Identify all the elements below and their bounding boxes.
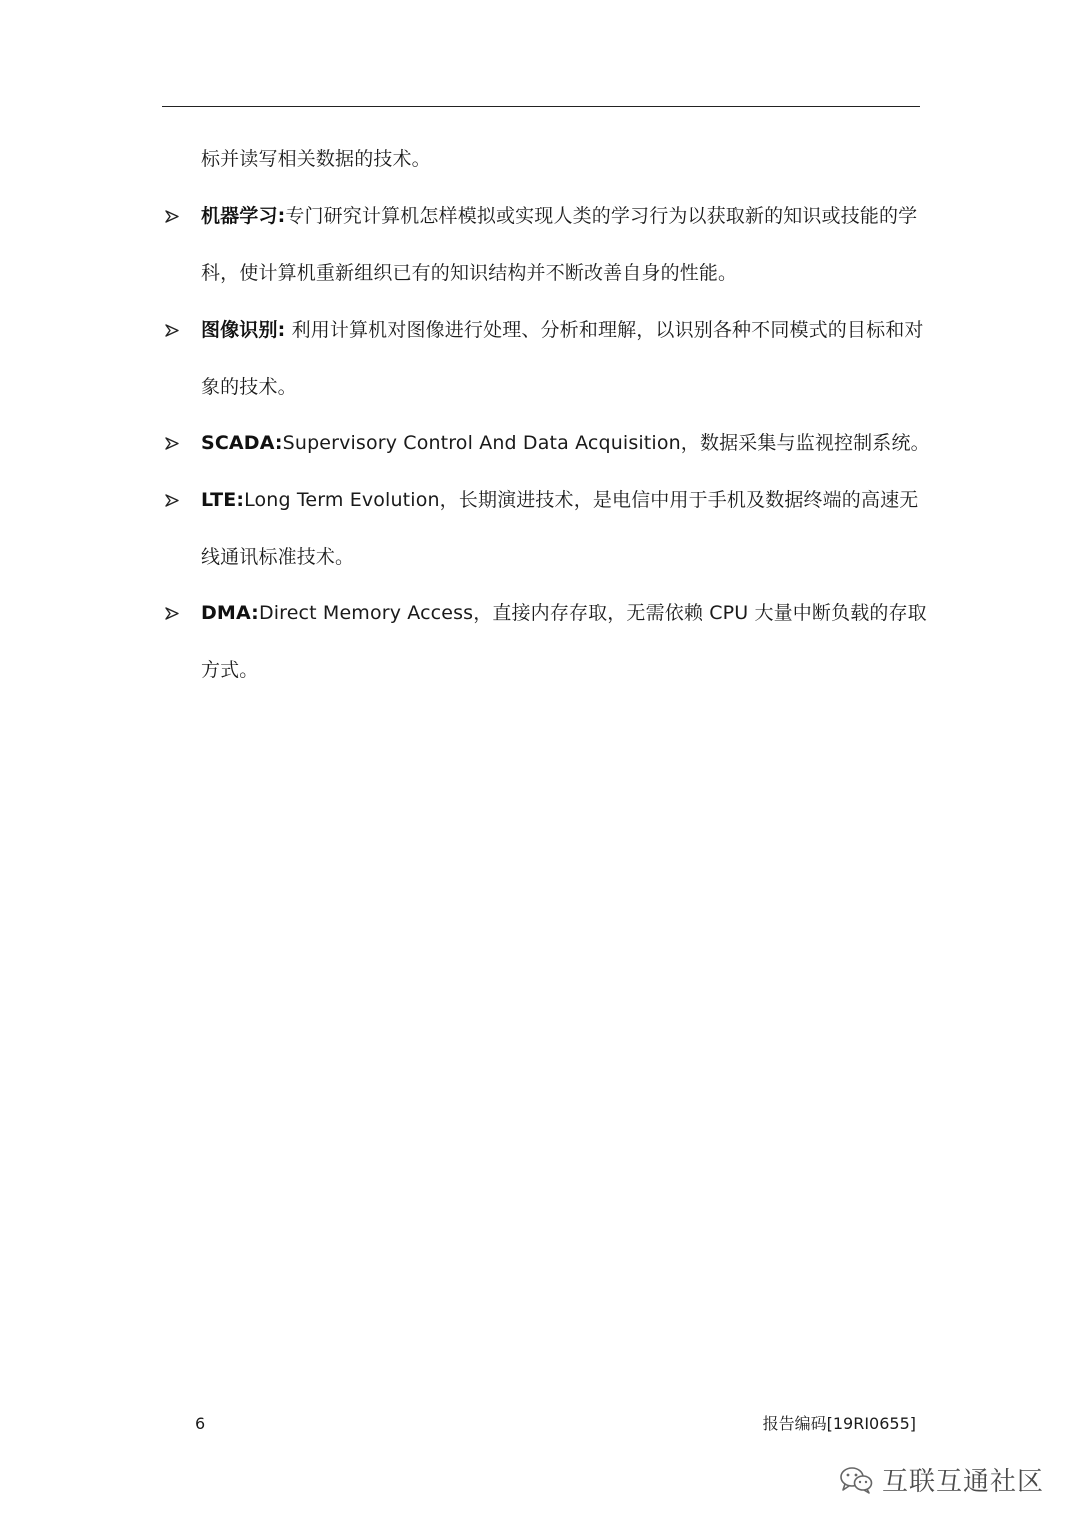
- list-item-description: 象的技术。: [201, 376, 297, 398]
- list-item: [162, 315, 922, 345]
- arrow-bullet-icon: [162, 598, 182, 628]
- list-item: [162, 201, 922, 231]
- list-item-text: [201, 598, 927, 628]
- list-item-description: Supervisory Control And Data Acquisition，数据采集与监视控制系统。: [282, 432, 930, 454]
- list-item-continuation: [162, 258, 922, 288]
- continuation-text: 标并读写相关数据的技术。: [201, 148, 431, 170]
- list-item-term: SCADA:: [201, 432, 283, 454]
- list-item-text: [201, 428, 930, 458]
- watermark: [838, 1462, 1044, 1502]
- watermark-text: 互联互通社区: [881, 1467, 1044, 1497]
- list-item-description: 专门研究计算机怎样模拟或实现人类的学习行为以获取新的知识或技能的学: [285, 205, 918, 227]
- list-item-term: DMA:: [201, 602, 259, 624]
- list-item-term: 图像识别:: [201, 319, 286, 341]
- arrow-bullet-icon: [162, 428, 182, 458]
- list-item-text: [201, 315, 924, 345]
- header-rule: [162, 106, 920, 107]
- list-item-term: LTE:: [201, 489, 245, 511]
- wechat-icon: [838, 1465, 874, 1499]
- list-item-term: 机器学习:: [201, 205, 286, 227]
- page-number: 6: [195, 1414, 206, 1433]
- list-item: [162, 598, 927, 628]
- arrow-bullet-icon: [162, 485, 182, 515]
- list-item-continuation: [162, 542, 922, 572]
- list-item-description: 科，使计算机重新组织已有的知识结构并不断改善自身的性能。: [201, 262, 738, 284]
- list-item-description: Long Term Evolution，长期演进技术，是电信中用于手机及数据终端的高速无: [244, 489, 919, 511]
- list-item-description: 线通讯标准技术。: [201, 546, 355, 568]
- list-item-continuation: [162, 655, 922, 685]
- report-code: 报告编码[19RI0655]: [762, 1414, 916, 1433]
- list-item-continuation: [162, 372, 922, 402]
- list-item-text: [201, 201, 917, 231]
- list-item-description: 方式。: [201, 659, 259, 681]
- arrow-bullet-icon: [162, 315, 182, 345]
- arrow-bullet-icon: [162, 201, 182, 231]
- list-item-description: 利用计算机对图像进行处理、分析和理解，以识别各种不同模式的目标和对: [291, 319, 924, 341]
- continuation-line: [162, 144, 922, 174]
- list-item: [162, 428, 930, 458]
- list-item-description: Direct Memory Access，直接内存存取，无需依赖 CPU 大量中断负载的存取: [258, 602, 927, 624]
- list-item: [162, 485, 922, 515]
- list-item-text: [201, 485, 918, 515]
